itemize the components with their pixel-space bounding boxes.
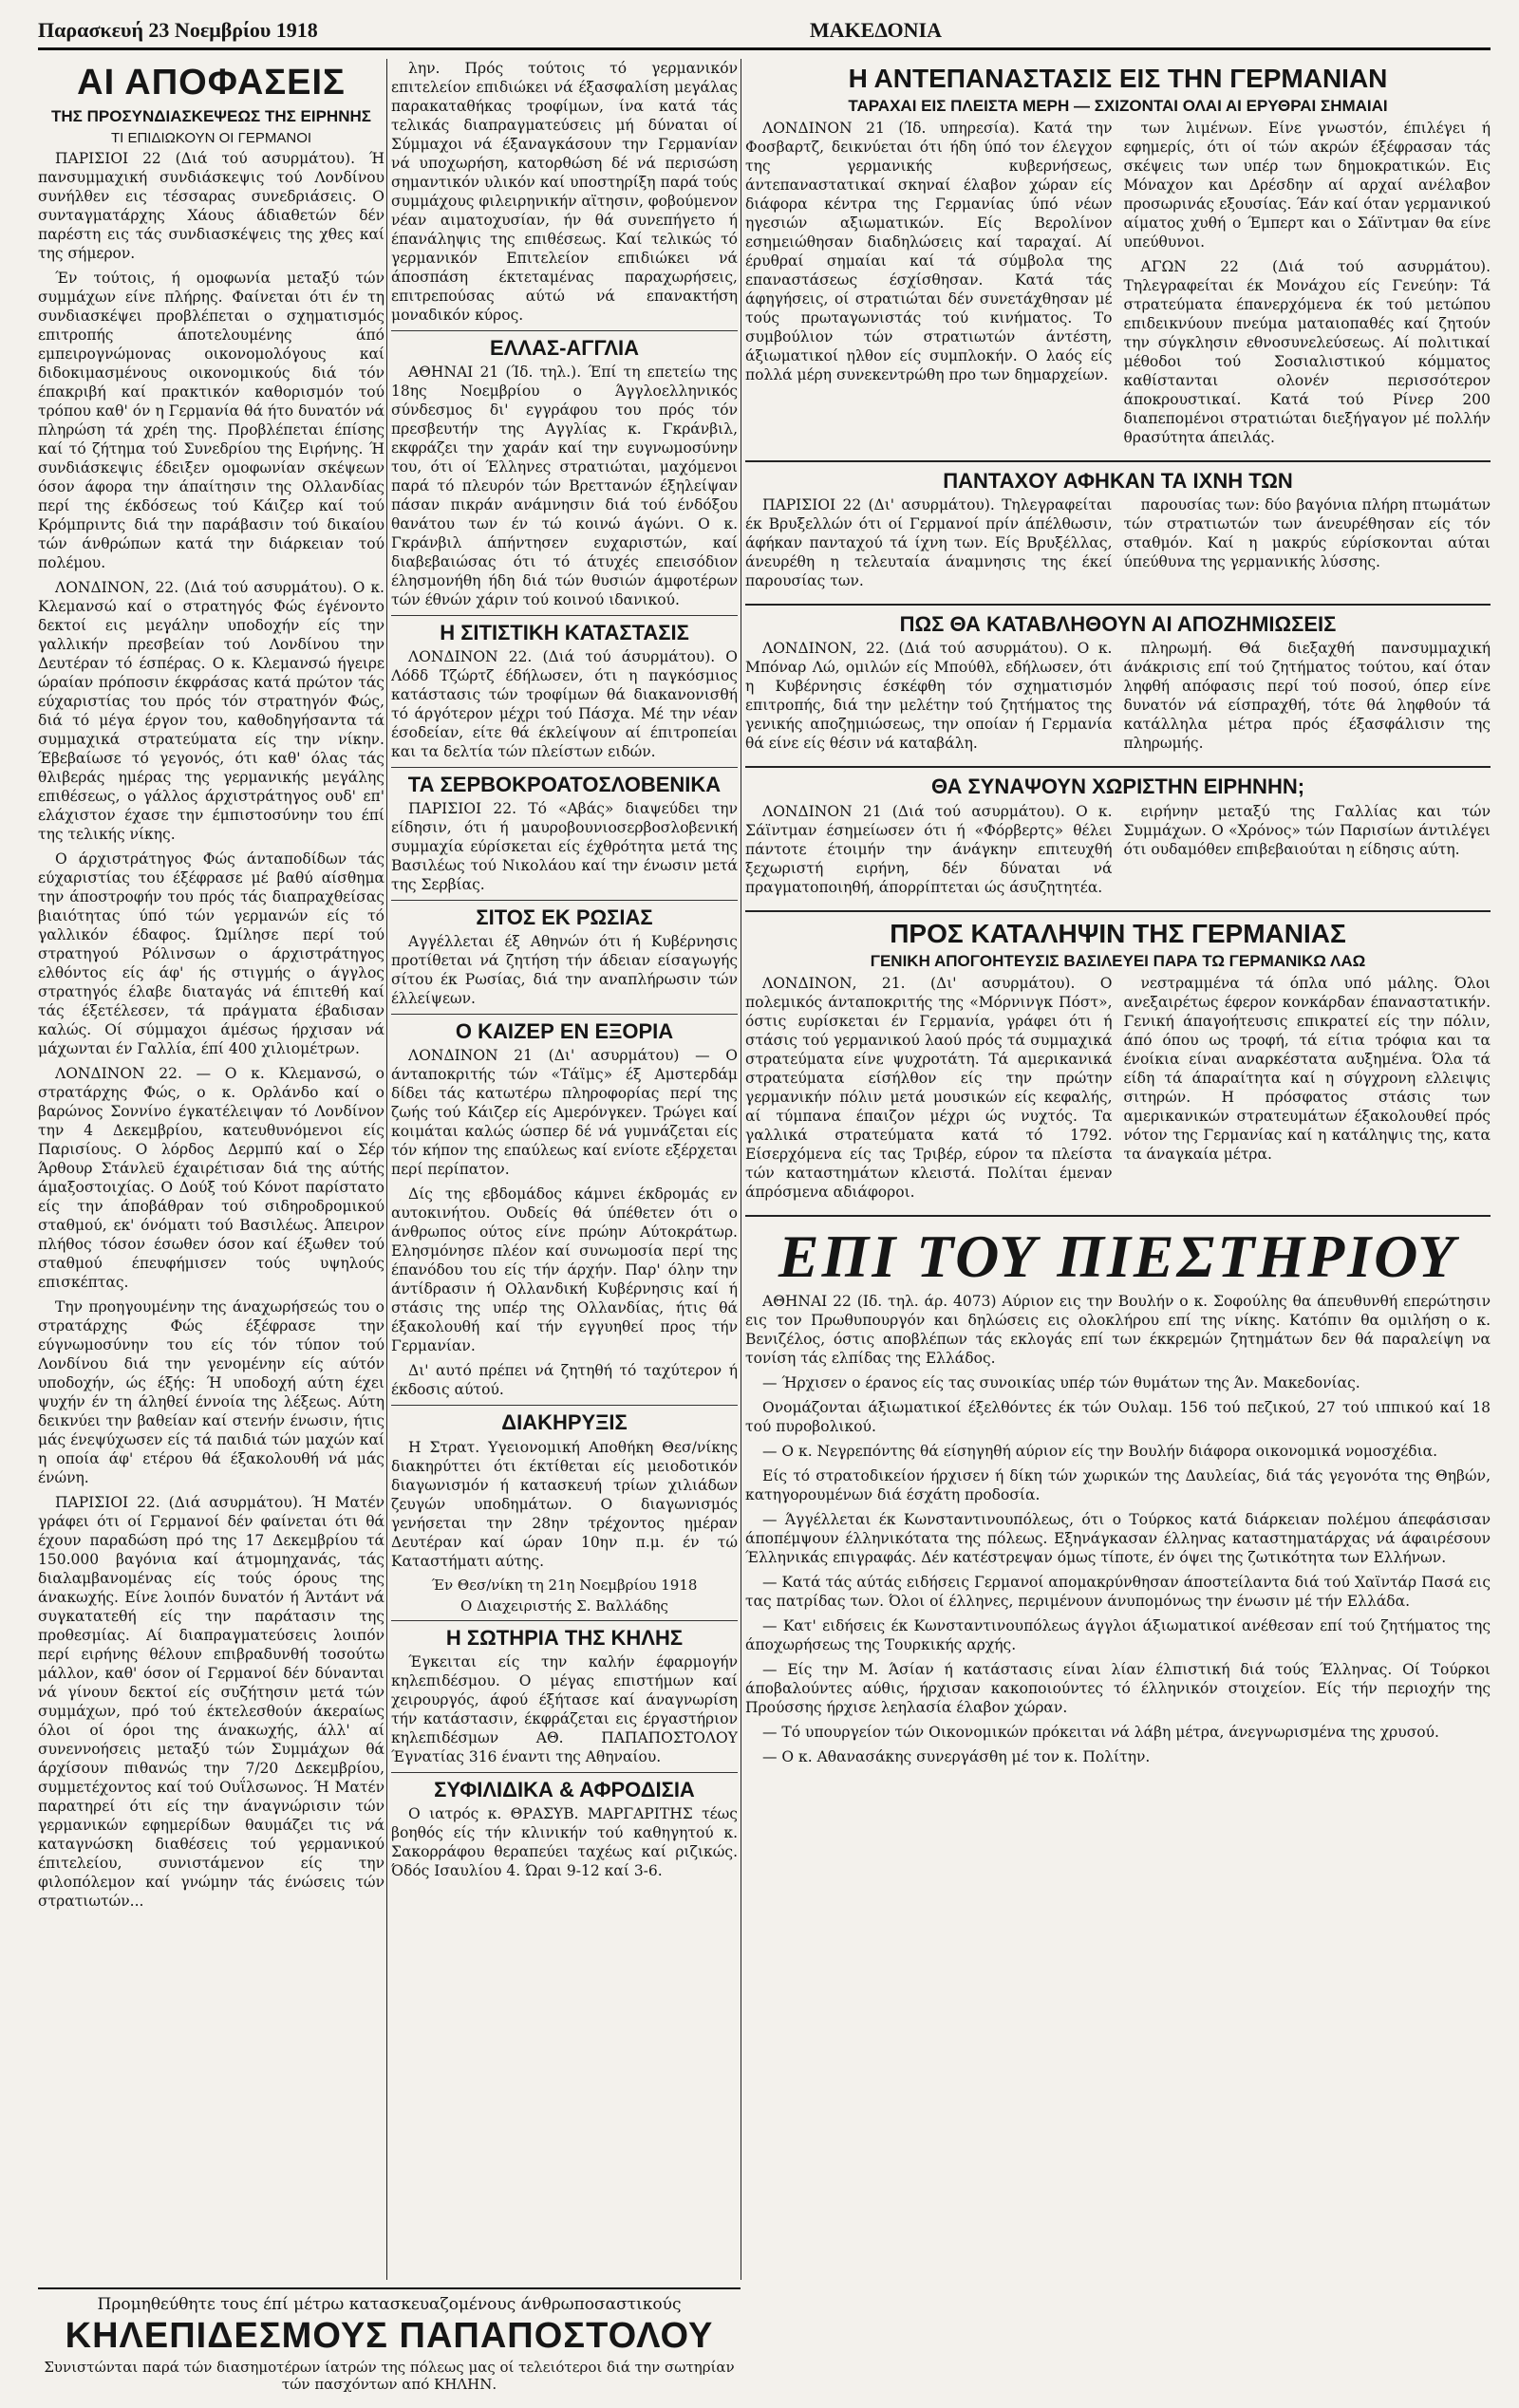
article-columns	[745, 974, 1491, 1207]
paragraph: Έγκειται είς την καλήν έφαρμογήν κηλεπιδέσμου. Ο μέγας επιστήμων καί χειρουργός, άφού έξήτασε καί άναγνωρίση τήν κατάστασιν, έκφράζεται εις έργαστήριον κηλεπιδέσμων ΑΘ. ΠΑΠΑΠΟΣΤΟΛΟΥ Έγνατίας 316 έναντι της Αθηναίου.	[391, 1652, 738, 1765]
paragraph: — Ήρχισεν ο έρανος είς τας συνοικίας υπέρ τών θυμάτων της Άν. Μακεδονίας.	[762, 1373, 1360, 1391]
divider	[391, 1405, 738, 1406]
signature: Ο Διαχειριστής Σ. Βαλλάδης	[460, 1596, 668, 1615]
divider	[391, 1014, 738, 1015]
paragraph: Δίς της εβδομάδος κάμνει έκδρομάς εν αυτοκινήτου. Ουδείς θά ύπέθετεν ότι ο άνθρωπος ούτος είνε πρώην Αύτοκράτωρ. Ελησμόνησε πλέον καί συνωμοσία περί της έπανόδου του είς τήν άρχήν. Παρ' όλην την άντίδρασιν ή Ολλανδική Κυβέρνησις καί ή στάσις της υπέρ της Ολλανδίας, ήτις θά έξακολουθή καί τήν εγγυηθεί προς τήν Γερμανίαν.	[391, 1185, 738, 1355]
paragraph: λην. Πρός τούτοις τό γερμανικόν επιτελείον επιδιώκει νά έξασφαλίση μεγάλας παρακαταθήκας τροφίμων, ίνα κατά τάς τελικάς διαπραγματεύσεις μή δύναται οί Σύμμαχοι νά έξαναγκάσουν την Γερμανίαν νά υποχωρήση, κατορθώση δέ νά περισώση σημαντικόν υλικόν καί υποστηρίξη παρά τούς συμμάχους φιλειρηνικήν αϊτησιν, φοβούμενον νέαν αιματοχυσίαν, ήν θά συνεπήγετο ή έπανάληψις της επιθέσεως. Καί τελικώς τό γερμανικόν Επιτελείον επιδιώκει νά άποσπάση έκτεταμένας παραχωρήσεις, επιτρεπούσας αύτώ νά επανακτήση μοναδικόν κύρος.	[391, 60, 738, 324]
paragraph: Δι' αυτό πρέπει νά ζητηθή τό ταχύτερον ή έκδοσις αύτού.	[391, 1362, 738, 1399]
article-title: Ο ΚΑΙΖΕΡ ΕΝ ΕΞΟΡΙΑ	[455, 1019, 674, 1044]
ad-line: Προμηθεύθητε τους έπί μέτρω κατασκευαζομένους άνθρωποσαστικούς	[97, 2295, 682, 2314]
article-title: ΔΙΑΚΗΡΥΞΙΣ	[501, 1410, 628, 1435]
article-columns	[745, 495, 1491, 596]
divider	[391, 900, 738, 901]
advertisement	[38, 2287, 741, 2394]
paragraph: ΛΟΝΔΙΝΟΝ 21 (Διά τού ασυρμάτου). Ο κ. Σάϊντμαν έσημείωσεν ότι ή «Φόρβερτς» θέλει πάντοτε έτοιμήν την άνάγκην επιτευχθή ξεχωριστή ειρήνη, δέν δύναται νά πραγματοποιηθή, άπορρίπτεται ώς άσυζητητέα.	[745, 802, 1113, 896]
article-title: Η ΣΙΤΙΣΤΙΚΗ ΚΑΤΑΣΤΑΣΙΣ	[440, 621, 689, 645]
newspaper-name: ΜΑΚΕΔΟΝΙΑ	[809, 18, 942, 42]
signature: Έν Θεσ/νίκη τη 21η Νοεμβρίου 1918	[431, 1576, 698, 1594]
article-subtitle: ΓΕΝΙΚΗ ΑΠΟΓΟΗΤΕΥΣΙΣ ΒΑΣΙΛΕΥΕΙ ΠΑΡΑ ΤΩ ΓΕΡΜΑΝΙΚΩ ΛΑΩ	[870, 951, 1366, 970]
paragraph: ΛΟΝΔΙΝΟΝ, 22. (Διά τού ασυρμάτου). Ο κ. Μπόναρ Λώ, ομιλών είς Μπούθλ, εδήλωσεν, ότι η Κυβέρνησις έσκέφθη τόν σχηματισμόν επιτροπής, διά την μελέτην τού ζητήματος της γενικής αποζημιώσεως, την οποίαν ή Γερμανία θά είνε είς θέσιν νά καταβάλη.	[745, 640, 1113, 753]
article-title: ΠΑΝΤΑΧΟΥ ΑΦΗΚΑΝ ΤΑ ΙΧΝΗ ΤΩΝ	[943, 469, 1293, 494]
paragraph: πληρωμή. Θά διεξαχθή πανσυμμαχική άνάκρισις επί τού ζητήματος τούτου, καί όταν ληφθή απόφασις περί τού ποσού, όπερ είνε δυνατόν νά είσπραχθή, τότε θά ληφθούν τά κατάλληλα μέτρα πρός έξασφάλισιν της πληρωμής.	[1123, 640, 1491, 753]
column-rule	[386, 59, 387, 2280]
divider	[391, 1772, 738, 1773]
article-title: ΣΥΦΙΛΙΔΙΚΑ & ΑΦΡΟΔΙΣΙΑ	[434, 1777, 695, 1801]
paragraph: ΑΘΗΝΑΙ 21 (Ίδ. τηλ.). Έπί τη επετείω της 18ης Νοεμβρίου ο Άγγλοελληνικός σύνδεσμος δι' εγγράφου του πρός τόν πρεσβευτήν της Αγγλίας κ. Γκράνβιλ, εκφράζει την χαράν καί την ευγνωμοσύνην του, ότι οί Έλληνες στρατιώται, μαχόμενοι παρά τό πλευρόν τών Βρεττανών έξηλείψαν πάσαν πικράν ανάμνησιν διά τού ένδόξου θανάτου των έν τώ κοινώ άγώνι. Ο κ. Γκράνβιλ άπήντησεν ευχαριστών, καί διαβεβαιώσας ότι τό άτυχές επεισόδιον έλησμονήθη ήδη διά τών θυσιών άμφοτέρων τών έθνών χάριν τού κοινού ιδανικού.	[391, 364, 738, 609]
paragraph: Ο άρχιστράτηγος Φώς άνταποδίδων τάς εύχαριστίας του έξέφρασε μέ βαθύ αίσθημα την άποστροφήν του πρός τάς διαπραχθείσας βιαιότητας ύπό τών γερμανών είς τό γαλλικόν έδαφος. Ώμίλησε περί τού στρατηγού Ρόλινσων ο άρχιστράτηγος ελθόντος είς άφ' ής στιγμής ο άγγλος στρατηγός έλαβε διαταγάς νά έπιτεθή καί τάς έξετέλεσεν, τά πράγματα έβαδισαν καλώς. Οί σύμμαχοι άμέσως ήρχισαν νά μάχωνται έν Γαλλία, έπί 400 χιλιομέτρων.	[38, 850, 384, 1058]
paragraph: των λιμένων. Είνε γνωστόν, έπιλέγει ή εφημερίς, ότι οί τών ακρών έξέφρασαν τάς σκέψεις των υπέρ των δημοκρατικών. Εις Μόναχον και Δρέσδην αί αρχαί ανέλαβον προσωρινάς εξουσίας. Έάν καί όταν γερμανικού αίματος χυθή ο Έμπερτ και ο Σάϊντμαν θα είνε υπεύθυνοι.	[1123, 120, 1491, 252]
divider	[745, 604, 1491, 606]
article-title: ΕΛΛΑΣ-ΑΓΓΛΙΑ	[489, 336, 640, 360]
paragraph: Είς τό στρατοδικείον ήρχισεν ή δίκη τών χωρικών της Δαυλείας, διά τάς γεγονότα της Θηβών, κατηγορουμένων διά έσχάτη προδοσία.	[745, 1466, 1491, 1503]
divider	[745, 1215, 1491, 1217]
paragraph: ΑΓΩΝ 22 (Διά τού ασυρμάτου). Τηλεγραφείται έκ Μονάχου είς Γενεύην: Τά στρατεύματα έπανερχόμενα έκ τού μετώπου επιδεικνύουν πνεύμα ματαιοπαθές καί ζητούν την σύγκλησιν εθνοσυνελεύσεως. Αί πολιτικαί μέθοδοι τού Σοσιαλιστικού κόμματος καθίστανται ολονέν περισσότερον άποκρουστικαί. Κατά τού Ρίνερ 200 διαπεπομένοι στρατιώται διεξήγαγον μέ πολλήν θρασύτητα άπειλάς.	[1123, 258, 1491, 447]
article-title: Η ΣΩΤΗΡΙΑ ΤΗΣ ΚΗΛΗΣ	[445, 1625, 684, 1650]
paragraph: — Ο κ. Αθανασάκης συνεργάσθη μέ τον κ. Πολίτην.	[762, 1747, 1151, 1765]
divider	[391, 615, 738, 616]
paragraph: ΛΟΝΔΙΝΟΝ 22. — Ο κ. Κλεμανσώ, ο στρατάρχης Φώς, ο κ. Ορλάνδο καί ο βαρώνος Σοννίνο έγκατέλειψαν τό Λονδίνον την 4 Δεκεμβρίου, κατευθυνόμενοι είς Παρισίους. Ο λόρδος Δερμπύ καί ο Σέρ Άρθουρ Στάνλεϋ έχαιρέτισαν διά της αύτής άμαξοστοιχίας. Ο Δούξ τού Κόνοτ παρίστατο είς την άποβάθραν τού σιδηροδρομικού σταθμού, εκ' όνόματι τού Βασιλέως. Άπειρον πλήθος τόσον έσωθεν όσον καί έξωθεν τού σταθμού έπευφήμισεν τούς υψηλούς επισκέπτας.	[38, 1065, 384, 1292]
paragraph: Αγγέλλεται έξ Αθηνών ότι ή Κυβέρνησις προτίθεται νά ζητήση τήν άδειαν είσαγωγής σίτου έκ Ρωσίας, διά την αναπλήρωσιν τών έλλείψεων.	[391, 933, 738, 1008]
paragraph: ΠΑΡΙΣΙΟΙ 22 (Δι' ασυρμάτου). Τηλεγραφείται έκ Βρυξελλών ότι οί Γερμανοί πρίν άπέλθωσιν, άφήκαν πανταχού τά ίχνη των. Είς Βρυξέλλας, άνευρέθη η τελευταία άναμνησις της έκεί παρουσίας των.	[745, 496, 1113, 590]
headline: Η ΑΝΤΕΠΑΝΑΣΤΑΣΙΣ ΕΙΣ ΤΗΝ ΓΕΡΜΑΝΙΑΝ	[848, 64, 1388, 93]
paragraph: Ο ιατρός κ. ΘΡΑΣΥΒ. ΜΑΡΓΑΡΙΤΗΣ τέως βοηθός είς τήν κλινικήν τού καθηγητού κ. Σακορράφου θεραπεύει ταχέως καί ριζικώς. Όδός Ισαυλίου 4. Ώραι 9-12 καί 3-6.	[391, 1804, 738, 1879]
article-title: ΘΑ ΣΥΝΑΨΟΥΝ ΧΩΡΙΣΤΗΝ ΕΙΡΗΝΗΝ;	[930, 775, 1305, 799]
article-subtitle: ΤΙ ΕΠΙΔΙΩΚΟΥΝ ΟΙ ΓΕΡΜΑΝΟΙ	[110, 129, 312, 146]
left-column	[38, 59, 384, 2280]
paragraph: — Κατά τάς αύτάς ειδήσεις Γερμανοί απομακρύνθησαν άποστείλαντα διά τού Χαϊντάρ Πασά εις τας πατρίδας των. Όλοι οί έλληνες, περιμένουν άνυπομόνως την ένωσιν μέ τήν Ελλάδα.	[745, 1573, 1491, 1610]
issue-date: Παρασκευή 23 Νοεμβρίου 1918	[38, 18, 318, 42]
paragraph: ΠΑΡΙΣΙΟΙ 22. (Διά ασυρμάτου). Ή Ματέν γράφει ότι οί Γερμανοί δέν φαίνεται ότι θά έχουν παραδώση πρό της 17 Δεκεμβρίου τά 150.000 βαγόνια καί άτμομηχανάς, τάς διαλαμβανομένας είς τούς όρους της άνακωχής. Είνε λοιπόν δυνατόν ή Άντάντ νά συγκατατεθή είς την παράτασιν της προθεσμίας. Αί διαπραγματεύσεις λοιπόν περί ειρήνης θέλουν επιβραδυνθή τοσούτω μάλλον, καθ' όσον οί Γερμανοί δέν δύνανται νά γίνουν δεκτοί είς συζήτησιν μετά τών συμμάχων, πρό τού έκτελεσθούν άκεραίως όλοι οί όροι της άνακωχής, άλλ' αί συνεννοήσεις μεταξύ τών Συμμάχων θά άρχίσουν πιθανώς την 7/20 Δεκεμβρίου, συμμετέχοντος καί τού Ουΐλσωνος. Ή Ματέν παρατηρεί ότι είς την άναγνώρισιν τών γερμανικών εφημερίδων θαυμάζει τις νά καταγνώσκη διαθέσεις τού γερμανικού έπιτελείου, συνιστάμενον είς την φιλοπόλεμον καί γνώμην τάς ένώσεις τών στρατιωτών...	[38, 1494, 384, 1911]
paragraph: Έν τούτοις, ή ομοφωνία μεταξύ τών συμμάχων είνε πλήρης. Φαίνεται ότι έν τη συνδιασκέψει προβλέπεται ο σχηματισμός επιτροπής άποτελουμένης άπό εμπειρογνώμονας οικονομολόγους καί διδοκιμασμένους οικονομικούς διά τόν έπακριβή καί πρακτικόν καθορισμόν τού τρόπου καθ' όν η Γερμανία θά ήτο δυνατόν νά πληρώση τά χρέη της. Προβλέπεται έπίσης καί τό ζήτημα τού Συνεδρίου της Ειρήνης. Ή συνδιάσκεψις έδειξεν ομοφωνίαν σκέψεων όσον άφορα την άπαίτησιν της Ολλανδίας περί της έκδόσεως τού Κάιζερ καί τού Κρόμπριντς διά την παράβασιν τού δικαίου τών άνθρώπων κατά την διάρκειαν τού πολέμου.	[38, 270, 384, 572]
article-subtitle: ΤΗΣ ΠΡΟΣΥΝΔΙΑΣΚΕΨΕΩΣ ΤΗΣ ΕΙΡΗΝΗΣ	[51, 106, 371, 125]
article-title: ΠΡΟΣ ΚΑΤΑΛΗΨΙΝ ΤΗΣ ΓΕΡΜΑΝΙΑΣ	[890, 918, 1346, 948]
paragraph: Ονομάζονται άξιωματικοί έξελθόντες έκ τών Ουλαμ. 156 τού πεζικού, 27 τού ιππικού καί 18 τού πυροβολικού.	[745, 1398, 1491, 1435]
middle-column	[391, 59, 738, 2280]
paragraph: ΑΘΗΝΑΙ 22 (Ιδ. τηλ. άρ. 4073) Αύριον εις την Βουλήν ο κ. Σοφούλης θα άπευθυνθή επερώτησιν εις τον Πρωθυπουργόν και δηλώσεις εις ολοκλήρου επί της νίκης. Κατόπιν θα ομιλήση ο κ. Βενιζέλος, όστις αποβλέπων τάς εκλογάς επί των έκκρεμών ζητημάτων δεν θά παραλείψη να τονίση τάς ελπίδας της Ελλάδος.	[745, 1292, 1491, 1367]
ad-line: Συνιστώνται παρά τών διασημοτέρων ίατρών της πόλεως μας οί τελειότεροι διά την σωτηρίαν τών πασχόντων από ΚΗΛΗΝ.	[44, 2359, 735, 2393]
divider	[745, 910, 1491, 912]
article-title: ΤΑ ΣΕΡΒΟΚΡΟΑΤΟΣΛΟΒΕΝΙΚΑ	[407, 773, 722, 797]
paragraph: παρουσίας των: δύο βαγόνια πλήρη πτωμάτων τών στρατιωτών των άνευρέθησαν είς τόν σταθμόν. Καί η μακρύς εύρίσκονται αύται ύπεύθυνα της γερμανικής λύσσης.	[1123, 496, 1491, 571]
paragraph: ΛΟΝΔΙΝΟΝ, 22. (Διά τού ασυρμάτου). Ο κ. Κλεμανσώ καί ο στρατηγός Φώς έγένοντο δεκτοί εις μεγάλην υποδοχήν είς την γαλλικήν πρεσβείαν τού Λονδίνου την Δευτέραν τό έσπέρας. Ο κ. Κλεμανσώ ήγειρε ώραίαν πρόποσιν έκφράσας κατά πρώτον τάς εύχαριστίας του πρός τόν στρατηγόν Φώς, διά τό μέγα έργον του, καθοδηγήσαντα τά συμμαχικά στρατεύματα είς την νίκην. Έβεβαίωσε τό γεγονός, ότι καθ' όλας τάς θλιβεράς ημέρας της γερμανικής μεγάλης επιθέσεως, ο γάλλος άρχιστράτηγος ουδ' επ' ελάχιστον έχασε την έμπιστοσύνην του έπί της τελικής νίκης.	[38, 579, 384, 844]
article-columns	[745, 802, 1491, 903]
paragraph: ΛΟΝΔΙΝΟΝ, 21. (Δι' ασυρμάτου). Ο πολεμικός άνταποκριτής της «Μόρνινγκ Πόστ», όστις ευρίσκεται έν Γερμανία, γράφει ότι ή στάσις τού γερμανικού λαού πρός τά συμμαχικά στρατεύματα είνε ψυχροτάτη. Τά αμερικανικά στρατεύματα είσήλθον είς την πρώτην γερμανικήν πόλιν μετά μουσικών είς κεφαλής, αί τύμπανα έπαιζον μέχρι ώς νυχτός. Τα γαλλικά στρατεύματα κατά τό 1792. Είσερχόμενα είς τας Τριβέρ, εύρον τα πλείστα τών καταστημάτων κλειστά. Πολίται έμεναν άπρόσμενα αδιάφοροι.	[745, 974, 1113, 1201]
paragraph: ΛΟΝΔΙΝΟΝ 22. (Διά τού άσυρμάτου). Ο Λόδδ Τζώρτζ έδήλωσεν, ότι η παγκόσμιος κατάστασις τών τροφίμων θά διακανονισθή τό άργότερον μέχρι τού Πάσχα. Μέ την νέαν έσοδείαν, είτε θά έκλείψουν αί έπιτροπείαι και τα δελτία τών πλείστων ειδών.	[391, 648, 738, 761]
article-title: ΣΙΤΟΣ ΕΚ ΡΩΣΙΑΣ	[476, 905, 653, 930]
paragraph: — Τό υπουργείον τών Οικονομικών πρόκειται νά λάβη μέτρα, άνεγνωρισμένα της χρυσού.	[762, 1723, 1439, 1741]
paragraph: — Άγγέλλεται έκ Κωνσταντινουπόλεως, ότι ο Τούρκος κατά διάρκειαν πολέμου άπεφάσισαν άποπέμψουν έλληνικότατα της πόλεως. Εξηνάγκασαν έλληνας καταστηματάρχας νά άφαιρέσουν Έλληνικάς επιγραφάς. Δέν κατέστρεψαν όμως τίποτε, έν όψει της ζωτικότητα των Ελλήνων.	[745, 1510, 1491, 1566]
divider	[391, 1620, 738, 1621]
article-columns	[745, 639, 1491, 758]
paragraph: — Είς την Μ. Άσίαν ή κατάστασις είναι λίαν έλπιστική διά τούς Έλληνας. Οί Τούρκοι άποβαλούντες αύθις, ήρχισαν κακοποιούντες τό έλληνικόν στοιχείον. Είς τήν περιοχήν της Προύσσης ήρχισε λεηλασία έλαβον χώραν.	[745, 1660, 1491, 1716]
ad-headline: ΚΗΛΕΠΙΔΕΣΜΟΥΣ ΠΑΠΑΠΟΣΤΟΛΟΥ	[65, 2316, 714, 2356]
paragraph: — Ο κ. Νεγρεπόντης θά είσηγηθή αύριον είς την Βουλήν διάφορα οικονομικά νομοσχέδια.	[762, 1442, 1438, 1460]
paragraph: Η Στρατ. Υγειονομική Αποθήκη Θεσ/νίκης διακηρύττει ότι έκτίθεται είς μειοδοτικόν διαγωνισμόν ή κατασκευή τρίων χιλιάδων ζευγών υποδημάτων. Ο διαγωνισμός γενήσεται την 28ην τρέχοντος ημέραν Δευτέραν καί ώραν 10ην π.μ. έν τώ Καταστήματι αύτης.	[391, 1438, 738, 1570]
paragraph: ΠΑΡΙΣΙΟΙ 22. Τό «Αβάς» διαψεύδει την είδησιν, ότι ή μαυροβουνιοσερβοσλοβενική συμμαχία εύρίσκεται είς έχθρότητα μετά της Βασιλέως τού Νικολάου καί την ένωσιν μετά της Σερβίας.	[391, 800, 738, 894]
divider	[745, 460, 1491, 462]
right-section	[745, 59, 1491, 2280]
paragraph: — Κατ' ειδήσεις έκ Κωνσταντινουπόλεως άγγλοι άξιωματικοί ανέθεσαν επί τού ζητήματος της άποχωρήσεως της Τουρκικής αρχής.	[745, 1616, 1491, 1653]
paragraph: ΛΟΝΔΙΝΟΝ 21 (Δι' ασυρμάτου) — Ο άνταποκριτής τών «Τάϊμς» έξ Αμστερδάμ δίδει τάς κατωτέρω πληροφορίας περί της ζωής τού Κάιζερ είς Αμερόνγκεν. Τρώγει καί κοιμάται καλώς ώσπερ δέ νά γυμνάζεται είς τόν κήπον της επαύλεως καί ενίοτε εξέρχεται περί περίπατον.	[391, 1047, 738, 1179]
paragraph: Την προηγουμένην της άναχωρήσεώς του ο στρατάρχης Φώς έξέφρασε την εύγνωμοσύνην του είς τόν τύπον τού Λονδίνου διά την γενομένην είς αύτόν υποδοχήν, ώς έξής: Ή υποδοχή αύτη έχει ψυχήν έν τη άληθεί έννοία της λέξεως. Αύτη δεικνύει την βαθείαν καί στενήν ένωσιν, ήτις μάς ένεψύχωσεν είς τά παιδιά τών μαχών καί η οποία άφ' ετέρου θά έξακολουθή νά μάς ένώνη.	[38, 1298, 384, 1487]
article-title: ΠΩΣ ΘΑ ΚΑΤΑΒΛΗΘΟΥΝ ΑΙ ΑΠΟΖΗΜΙΩΣΕΙΣ	[899, 612, 1337, 637]
paragraph: ΠΑΡΙΣΙΟΙ 22 (Διά τού ασυρμάτου). Ή πανσυμμαχική συνδιάσκεψις τού Λονδίνου συνήλθεν εις τέσσαρας συνεδριάσεις. Ο συνταγματάρχης Χάους άδιαθετών δέν παρέστη εις τάς συνδιασκέψεις της χθες καί της σήμερον.	[38, 150, 384, 263]
paragraph: ειρήνην μεταξύ της Γαλλίας και τών Συμμάχων. Ο «Χρόνος» τών Παρισίων άντιλέγει ότι ουδαμόθεν επιβεβαιούται η είδησις αύτη.	[1123, 802, 1491, 858]
article-title: ΑΙ ΑΠΟΦΑΣΕΙΣ	[77, 63, 346, 103]
divider	[391, 767, 738, 768]
subheadline: ΤΑΡΑΧΑΙ ΕΙΣ ΠΛΕΙΣΤΑ ΜΕΡΗ — ΣΧΙΖΟΝΤΑΙ ΟΛΑΙ ΑΙ ΕΡΥΘΡΑΙ ΣΗΜΑΙΑΙ	[848, 97, 1388, 116]
article-columns	[745, 119, 1491, 453]
divider	[391, 330, 738, 331]
paragraph: νεστραμμένα τά όπλα υπό μάλης. Όλοι ανεξαιρέτως έφερον κονκάρδαν έπαναστατικήν. Γενική άπαγοήτευσις επικρατεί είς την πόλιν, άπό όπου ως τροφή, τά είτια τρόφια και τα ένοίκια είναι αναρκέστατα αυξημένα. Όλα τά είδη τά άπαραίτητα καί η σύγχρονη ελλειψις σιτηρών. Η πρόσφατος στάσις των αμερικανικών στρατευμάτων έξακολουθεί πρός νότον της Γερμανίας καί η κατάληψις της, κατα τα άναγκαία μέτρα.	[1123, 974, 1491, 1163]
section-title: ΕΠΙ ΤΟΥ ΠΙΕΣΤΗΡΙΟΥ	[778, 1222, 1458, 1290]
paragraph: ΛΟΝΔΙΝΟΝ 21 (Ίδ. υπηρεσία). Κατά την Φοσβαρτζ, δεικνύεται ότι ήδη ύπό τον έλεγχον της γερμανικής κυβερνήσεως, άντεπαναστατικαί σκηναί έλαβον χώραν είς διάφορα κέντρα της Γερμανίας ύπό νέων ηγεσιών αξιωματικών. Είς Βερολίνον εσημειώθησαν διαδηλώσεις καί ταραχαί. Αί έρυθραί σημαίαι καί τά σύμβολα της επαναστάσεως έσχίσθησαν. Κατά τάς άφηγήσεις, οί στρατιώται δέν συνετάχθησαν μέ τούς πρωταγωνιστάς τού κινήματος. Το συμβούλιον τών στρατιωτών άντέστη, άξιωματικοί ηλθον είς συμπλοκήν. Ο λαός είς πολλά μέρη συνεκεντρώθη προ των δημαρχείων.	[745, 120, 1113, 384]
masthead	[38, 13, 1491, 50]
divider	[745, 766, 1491, 768]
